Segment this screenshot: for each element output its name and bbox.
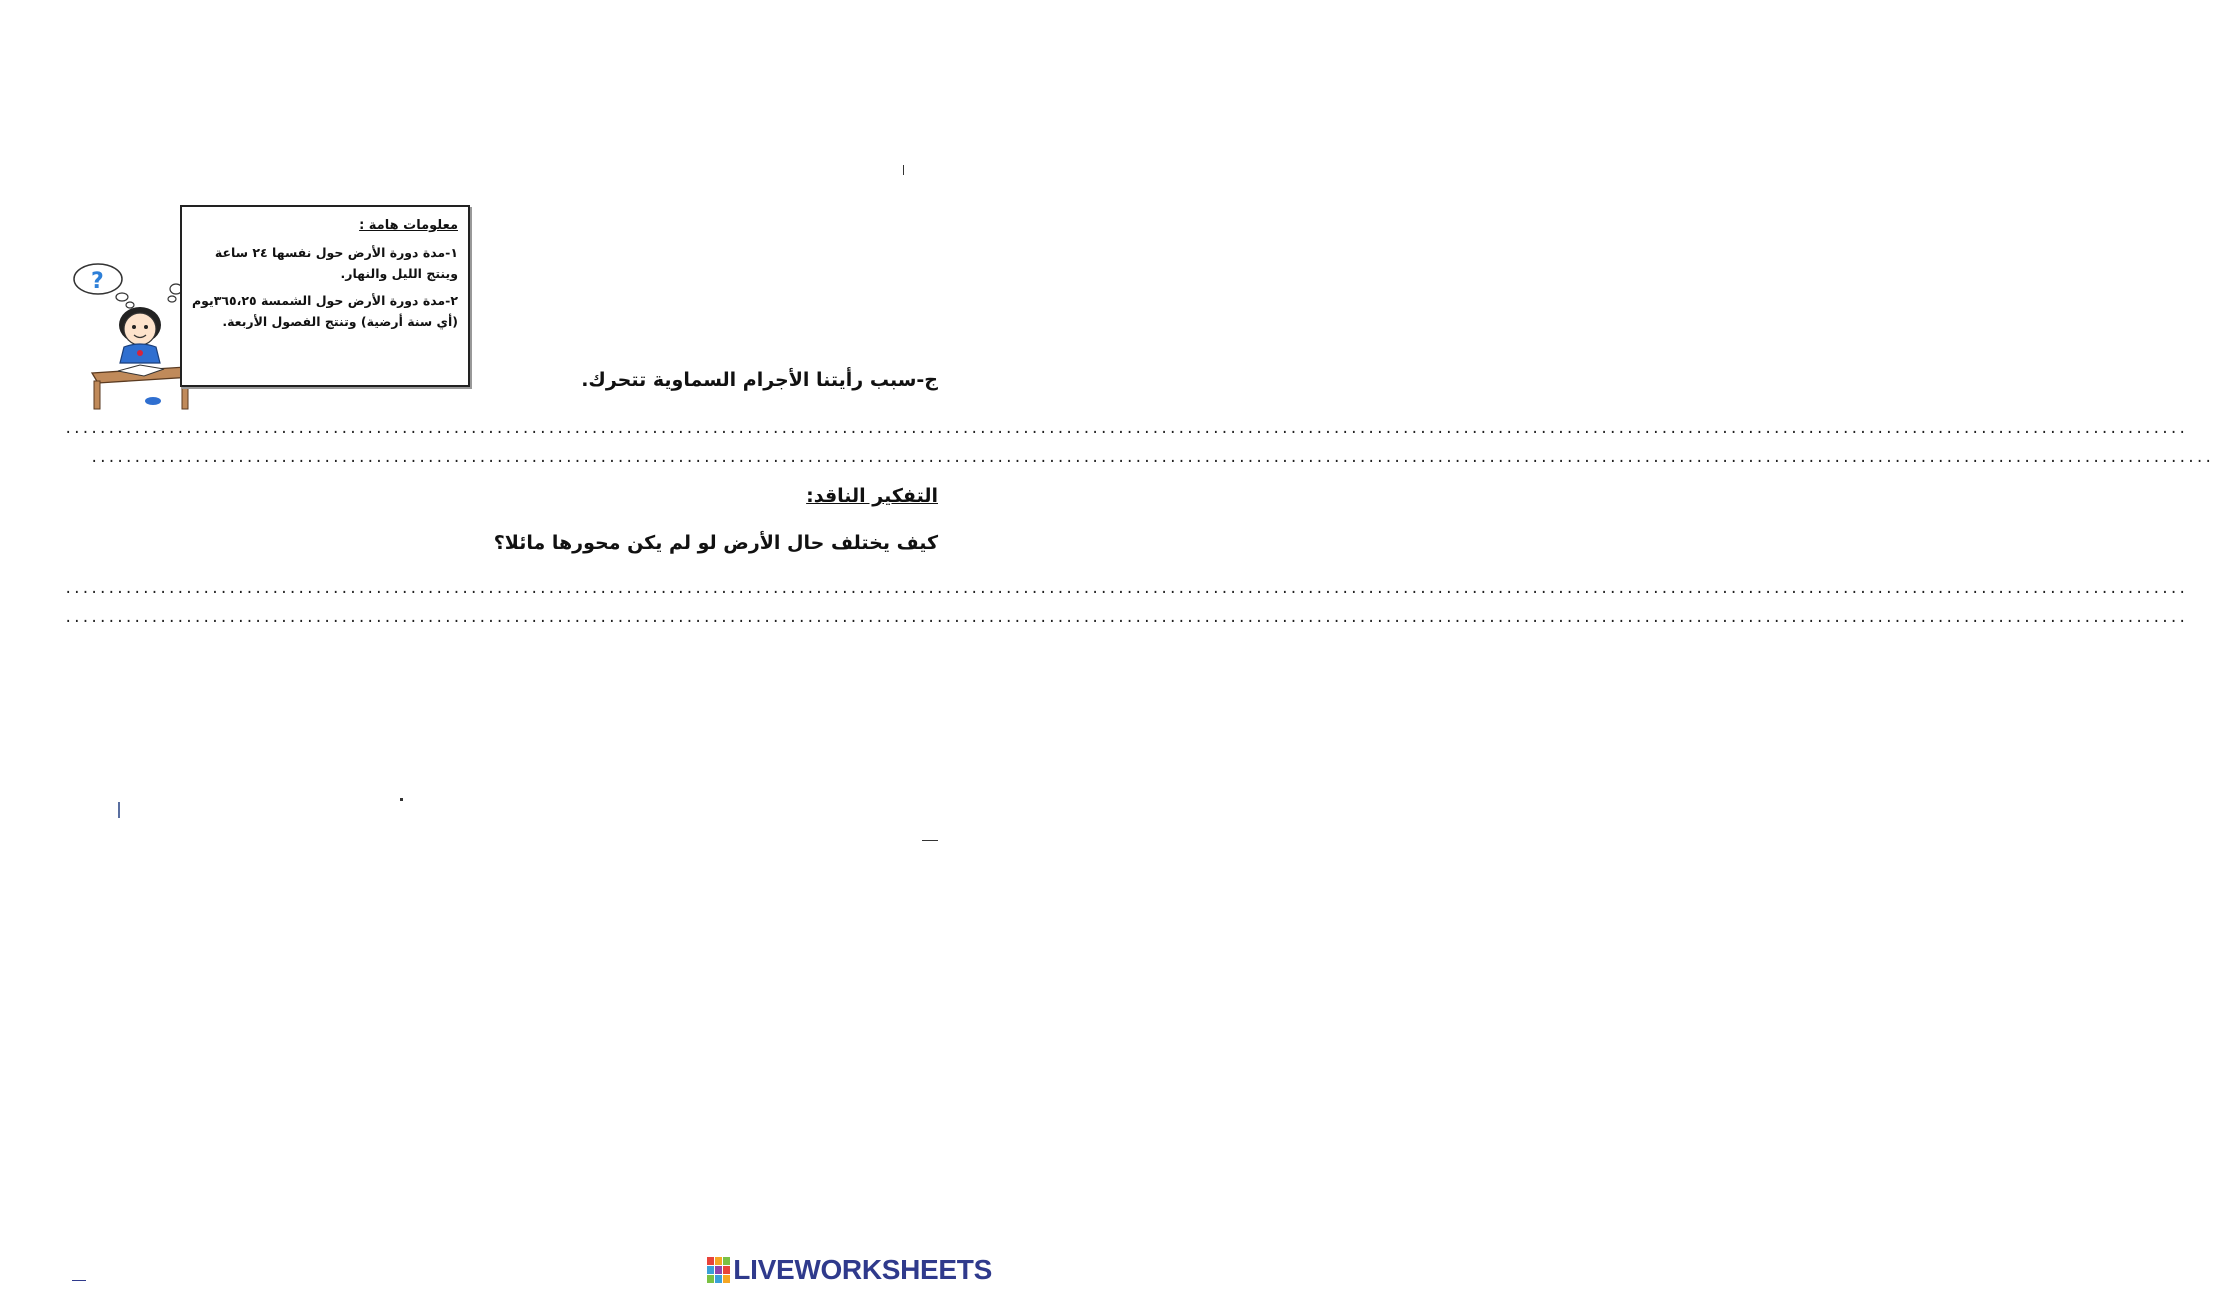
answer-line-4[interactable]: ...................................................................................................................................................................................................................................................... — [64, 610, 2187, 626]
question-c: ج-سبب رأيتنا الأجرام السماوية تتحرك. — [581, 369, 938, 391]
scan-speck — [118, 802, 120, 818]
desk-icon — [92, 365, 192, 409]
critical-thinking-heading: التفكير الناقد: — [806, 485, 938, 507]
student-illustration — [68, 255, 198, 415]
answer-line-1[interactable]: ...................................................................................................................................................................................................................................................... — [64, 421, 2187, 437]
liveworksheets-logo-text: LIVEWORKSHEETS — [733, 1254, 992, 1285]
girl-icon — [119, 307, 161, 363]
critical-thinking-question: كيف يختلف حال الأرض لو لم يكن محورها مائلا؟ — [493, 532, 938, 554]
liveworksheets-logo[interactable] — [707, 1254, 992, 1286]
info-box-title: معلومات هامة : — [359, 218, 458, 233]
thought-cloud-icon — [74, 264, 182, 308]
scan-speck — [922, 840, 938, 841]
info-item-1: ١-مدة دورة الأرض حول نفسها ٢٤ ساعة وينتج الليل والنهار. — [214, 245, 458, 281]
info-item-2: ٢-مدة دورة الأرض حول الشمسة ٣٦٥،٢٥يوم (أي سنة أرضية) وتنتج الفصول الأربعة. — [192, 293, 458, 329]
answer-line-2[interactable]: ...................................................................................................................................................................................................................................................... — [90, 450, 2213, 466]
scan-speck — [72, 1280, 86, 1281]
svg-text:?: ? — [91, 269, 104, 294]
liveworksheets-logo-icon — [707, 1257, 731, 1283]
scan-speck — [903, 165, 904, 175]
scan-speck — [400, 798, 403, 801]
answer-line-3[interactable]: ...................................................................................................................................................................................................................................................... — [64, 581, 2187, 597]
important-info-box — [180, 205, 470, 387]
